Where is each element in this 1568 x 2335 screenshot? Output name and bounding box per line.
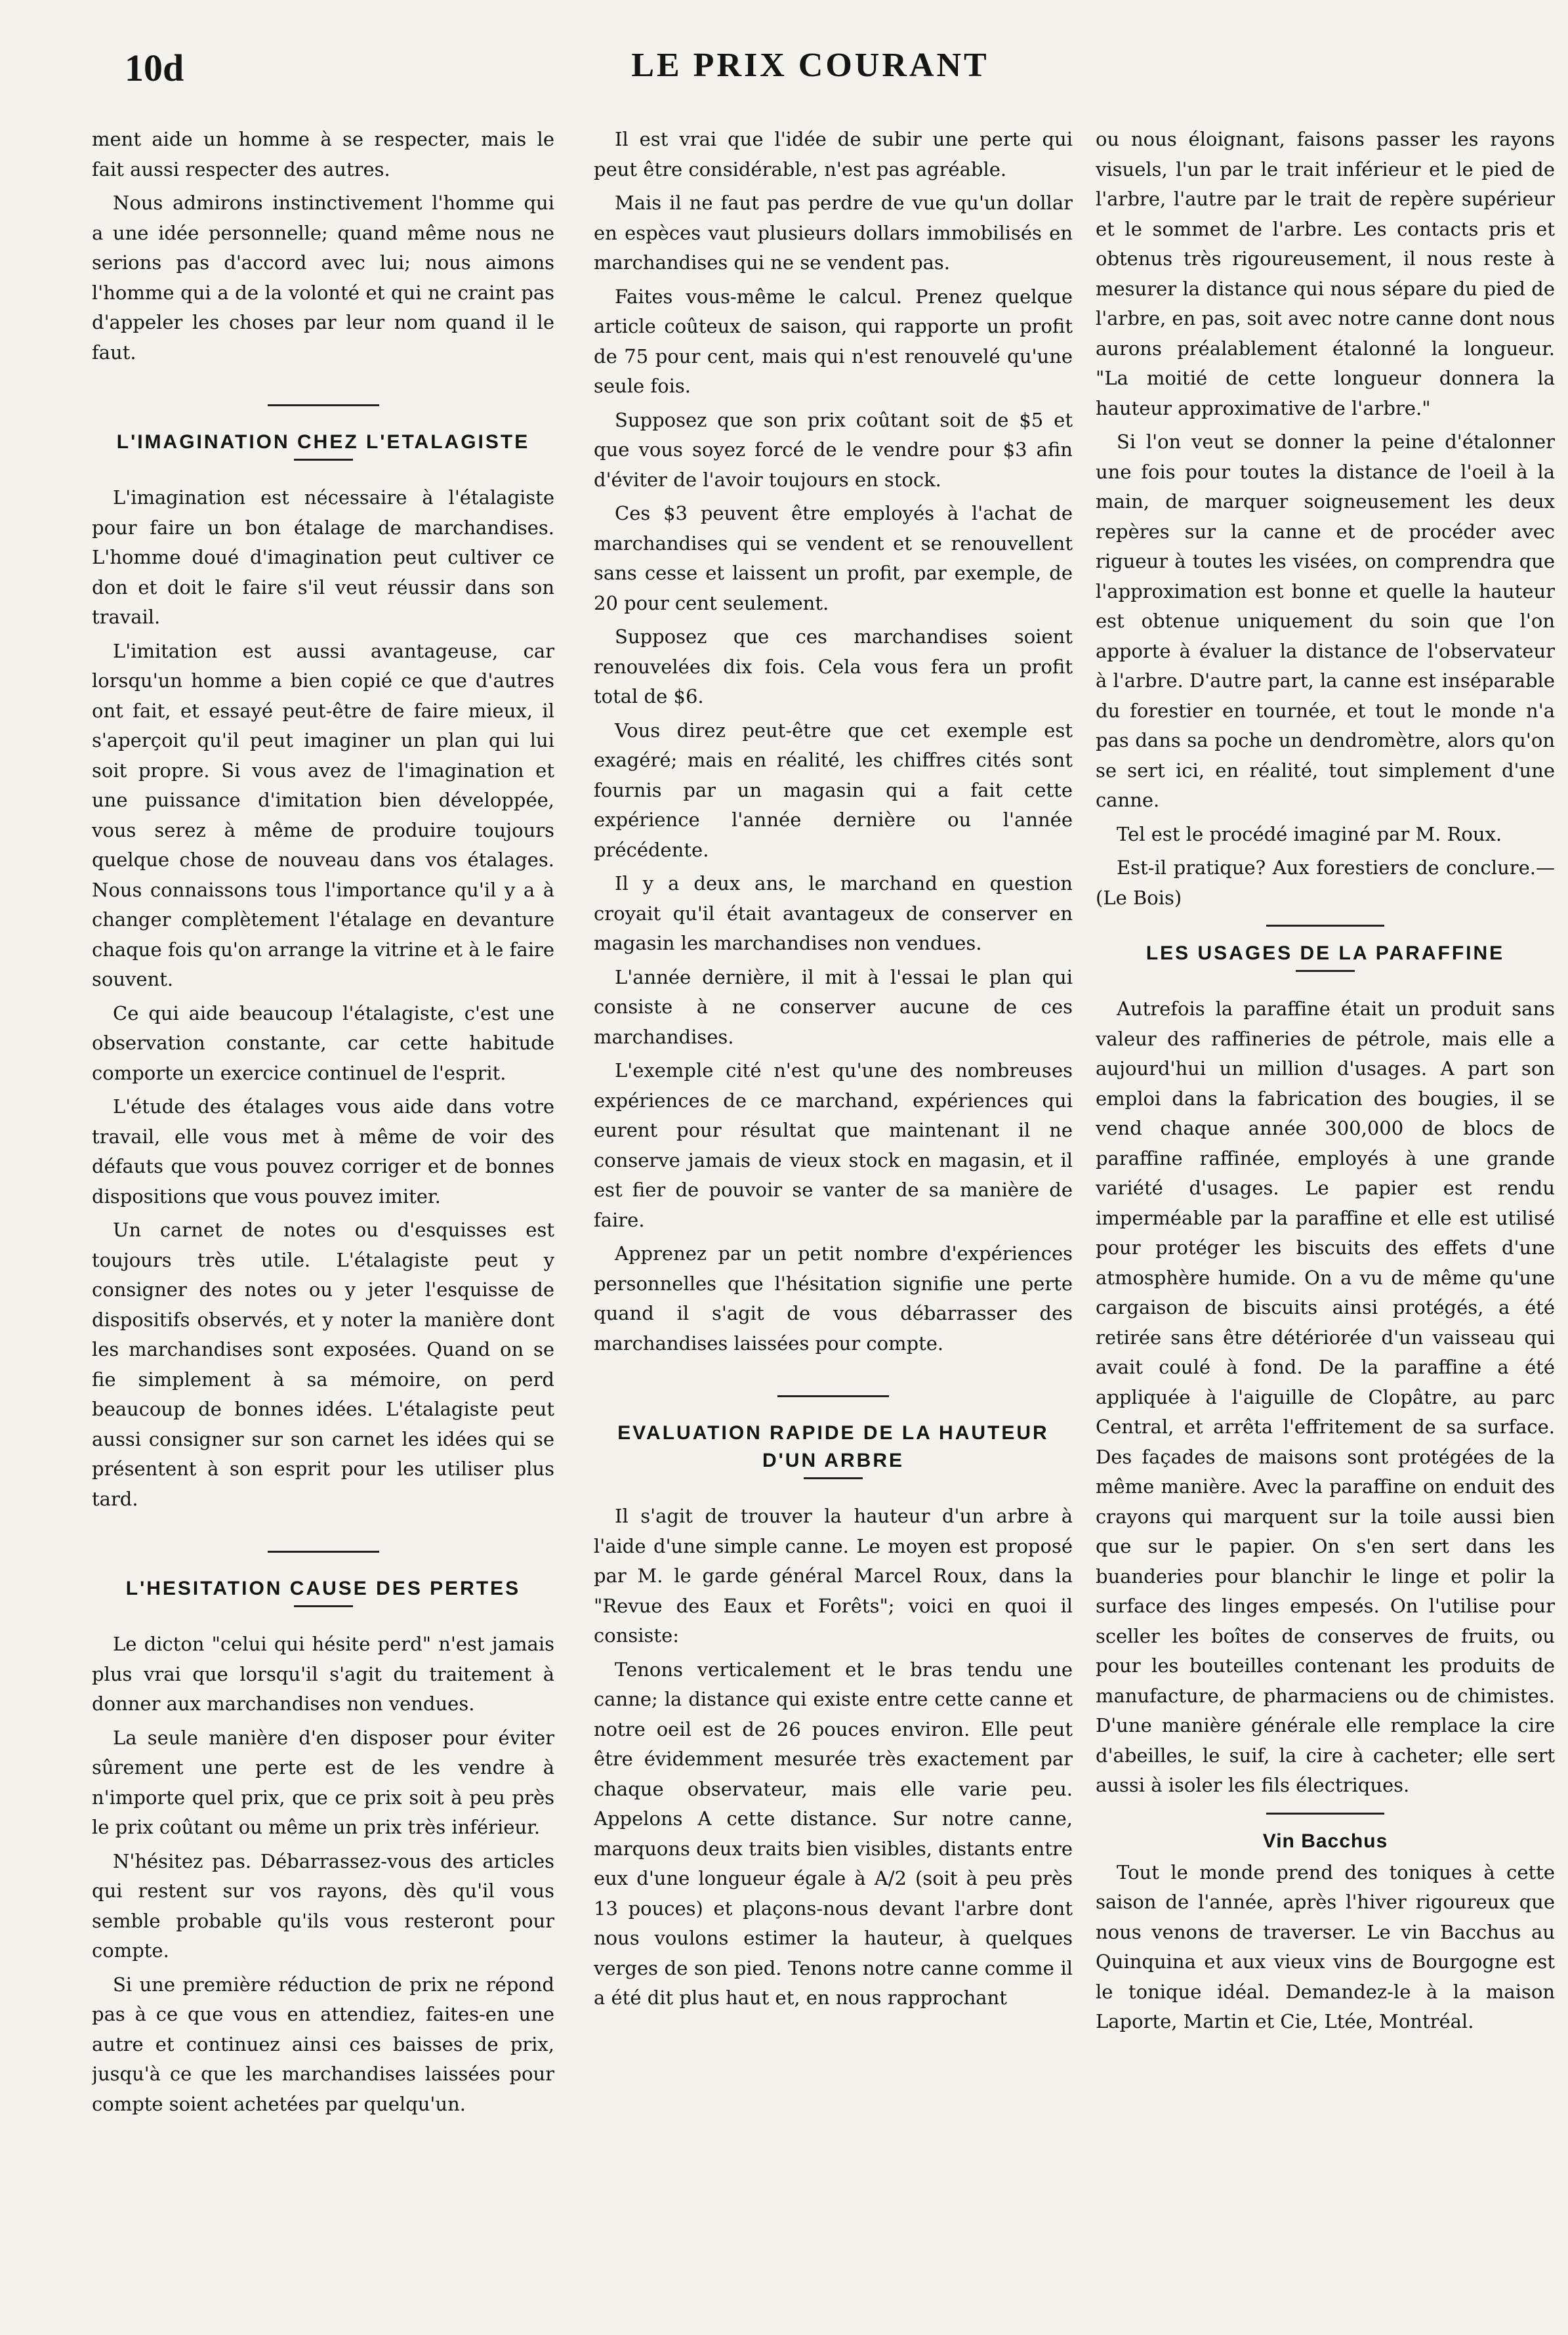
article-paragraph: Mais il ne faut pas perdre de vue qu'un dollar en espèces vaut plusieurs dollars immobilisés en marchandises qui ne se vendent pas. bbox=[594, 192, 1073, 274]
article-paragraph: Tenons verticalement et le bras tendu une canne; la distance qui existe entre cette canne et notre oeil est de 26 pouces environ. Elle peut être évidemment mesurée très exactement par chaque observateur, mais elle varie peu. Appelons A cette distance. Sur notre canne, marquons deux traits bien visibles, distants entre eux d'une longueur égale à A/2 (soit à peu près 13 pouces) et plaçons-nous devant l'arbre dont nous voulons estimer la hauteur, à quelques verges de son pied. Tenons notre canne comme il a été dit plus haut et, en nous rapprochant bbox=[594, 1658, 1073, 2009]
heading-underline bbox=[294, 459, 353, 461]
article-paragraph: L'imitation est aussi avantageuse, car lorsqu'un homme a bien copié ce que d'autres ont fait, et essayé peut-être de faire mieux, il s'aperçoit qu'il peut imaginer un plan qui lui soit propre. Si vous avez de l'imagination et une puissance d'imitation bien développée, vous serez à même de produire toujours quelque chose de nouveau dans vos étalages. Nous connaissons tous l'importance qu'il y a à changer complètement l'étalage en devanture chaque fois qu'on arrange la vitrine et à le faire souvent. bbox=[92, 639, 554, 990]
article-paragraph: L'année dernière, il mit à l'essai le plan qui consiste à ne conserver aucune de ces marchandises. bbox=[594, 965, 1073, 1048]
page-header bbox=[125, 46, 1496, 98]
article-paragraph: La seule manière d'en disposer pour éviter sûrement une perte est de les vendre à n'importe quel prix, que ce prix soit à peu près le prix coûtant ou même un prix très inférieur. bbox=[92, 1726, 554, 1838]
article-paragraph: Ce qui aide beaucoup l'étalagiste, c'est une observation constante, car cette habitude comporte un exercice continuel de l'esprit. bbox=[92, 1001, 554, 1084]
section-divider bbox=[268, 1551, 379, 1553]
heading-vin-bacchus: Vin Bacchus bbox=[1262, 1830, 1388, 1852]
section-divider bbox=[777, 1395, 889, 1397]
article-paragraph: ment aide un homme à se respecter, mais le fait aussi respecter des autres. bbox=[92, 128, 554, 180]
column-2 bbox=[594, 125, 1073, 2310]
article-paragraph: Tout le monde prend des toniques à cette saison de l'année, après l'hiver rigoureux que nous venons de traverser. Le vin Bacchus au Quinquina et aux vieux vins de Bourgogne est le tonique idéal. Demandez-le à la maison Laporte, Martin et Cie, Ltée, Montréal. bbox=[1096, 1861, 1555, 2032]
article-paragraph: Si une première réduction de prix ne répond pas à ce que vous en attendiez, faites-en une autre et continuez ainsi ces baisses de prix, jusqu'à ce que les marchandises laissées pour compte soient achetées par quelqu'un. bbox=[92, 1973, 554, 2115]
column-1 bbox=[92, 125, 554, 2310]
article-paragraph: Si l'on veut se donner la peine d'étalonner une fois pour toutes la distance de l'oeil à la main, de marquer soigneusement les deux repères sur la canne et de procéder avec rigueur à toutes les visées, on comprendra que l'approximation est bonne et quelle la hauteur est obtenue uniquement du soin que l'on apporte à évaluer la distance de l'observateur à l'arbre. D'autre part, la canne est inséparable du forestier en tournée, et tout le monde n'a pas dans sa poche un dendromètre, alors qu'on se sert ici, en réalité, tout simplement d'une canne. bbox=[1096, 431, 1555, 811]
article-paragraph: Supposez que ces marchandises soient renouvelées dix fois. Cela vous fera un profit total de $6. bbox=[594, 625, 1073, 707]
article-paragraph: Ces $3 peuvent être employés à l'achat de marchandises qui se vendent et se renouvellent sans cesse et laissent un profit, par exemple, de 20 pour cent seulement. bbox=[594, 502, 1073, 614]
article-paragraph: L'exemple cité n'est qu'une des nombreuses expériences de ce marchand, expériences qui eurent pour résultat que maintenant il ne conserve jamais de vieux stock en magasin, et il est fier de pouvoir se vanter de sa manière de faire. bbox=[594, 1059, 1073, 1231]
page-number: 10d bbox=[125, 47, 184, 89]
article-paragraph: Autrefois la paraffine était un produit sans valeur des raffineries de pétrole, mais elle a aujourd'hui un million d'usages. A part son emploi dans la fabrication des bougies, il se vend chaque année 300,000 de blocs de paraffine raffinée, employés à une grande variété d'usages. Le papier est rendu imperméable par la paraffine et elle est utilisé pour protéger les biscuits des effets d'une atmosphère humide. On a vu de même qu'une cargaison de biscuits ainsi protégés, a été retirée sans être détériorée d'un vaisseau qui avait coulé à fond. De la paraffine a été appliquée à l'aiguille de Clopâtre, au parc Central, et arrêta l'effritement de sa surface. Des façades de maisons sont protégées de la même manière. Avec la paraffine on enduit des crayons qui marquent sur la toile aussi bien que sur le papier. On s'en sert dans les buanderies pour blanchir le linge et polir la surface des linges empesés. On l'utilise pour sceller les boîtes de conserves de fruits, ou pour les bouteilles contenant les produits de manufacture, de pharmaciens ou de chimistes. D'une manière générale elle remplace la cire d'abeilles, le suif, la cire à cacheter; elle sert aussi à isoler les fils électriques. bbox=[1096, 998, 1555, 1796]
article-paragraph: Est-il pratique? Aux forestiers de conclure.—(Le Bois) bbox=[1096, 856, 1555, 909]
article-paragraph: Faites vous-même le calcul. Prenez quelque article coûteux de saison, qui rapporte un profit de 75 pour cent, mais qui n'est renouvelé qu'une seule fois. bbox=[594, 285, 1073, 397]
article-paragraph: N'hésitez pas. Débarrassez-vous des articles qui restent sur vos rayons, dès qu'il vous semble probable qu'ils vous resteront pour compte. bbox=[92, 1849, 554, 1962]
masthead-title: LE PRIX COURANT bbox=[631, 47, 989, 84]
heading-underline bbox=[294, 1605, 353, 1607]
article-paragraph: Un carnet de notes ou d'esquisses est toujours très utile. L'étalagiste peut y consigner des notes ou y jeter l'esquisse de dispositifs observés, et y noter la manière dont les marchandises sont exposées. Quand on se fie simplement à sa mémoire, on perd beaucoup de bonnes idées. L'étalagiste peut aussi consigner sur son carnet les idées qui se présentent à son esprit pour les utiliser plus tard. bbox=[92, 1219, 554, 1510]
heading-underline bbox=[1296, 970, 1355, 972]
article-paragraph: Apprenez par un petit nombre d'expériences personnelles que l'hésitation signifie une perte quand il s'agit de vous débarrasser des marchandises laissées pour compte. bbox=[594, 1242, 1073, 1355]
article-paragraph: Nous admirons instinctivement l'homme qui a une idée personnelle; quand même nous ne serions pas d'accord avec lui; nous aimons l'homme qui a de la volonté et qui ne craint pas d'appeler les choses par leur nom quand il le faut. bbox=[92, 192, 554, 364]
article-paragraph: Vous direz peut-être que cet exemple est exagéré; mais en réalité, les chiffres cités sont fournis par un magasin qui a fait cette expérience l'année dernière ou l'année précédente. bbox=[594, 719, 1073, 861]
article-paragraph: Tel est le procédé imaginé par M. Roux. bbox=[1117, 822, 1502, 845]
article-paragraph: ou nous éloignant, faisons passer les rayons visuels, l'un par le trait inférieur et le pied de l'arbre, l'autre par le trait de repère supérieur et le sommet de l'arbre. Les contacts pris et obtenus très rigoureusement, il nous reste à mesurer la distance qui nous sépare du pied de l'arbre, en pas, soit avec notre canne dont nous aurons préalablement étalonné la longueur. "La moitié de cette longueur donnera la hauteur approximative de l'arbre." bbox=[1096, 128, 1555, 419]
article-paragraph: Il s'agit de trouver la hauteur d'un arbre à l'aide d'une simple canne. Le moyen est proposé par M. le garde général Marcel Roux, dans la "Revue des Eaux et Forêts"; voici en quoi il consiste: bbox=[594, 1505, 1073, 1647]
section-divider bbox=[1266, 925, 1384, 927]
heading-arbre: EVALUATION RAPIDE DE LA HAUTEUR D'UN ARBRE bbox=[617, 1422, 1049, 1471]
article-paragraph: Il y a deux ans, le marchand en question croyait qu'il était avantageux de conserver en magasin les marchandises non vendues. bbox=[594, 872, 1073, 954]
heading-hesitation: L'HESITATION CAUSE DES PERTES bbox=[125, 1578, 521, 1599]
article-paragraph: Supposez que son prix coûtant soit de $5 et que vous soyez forcé de le vendre pour $3 afin d'éviter de l'avoir toujours en stock. bbox=[594, 408, 1073, 491]
article-paragraph: L'imagination est nécessaire à l'étalagiste pour faire un bon étalage de marchandises. L'homme doué d'imagination peut cultiver ce don et doit le faire s'il veut réussir dans son travail. bbox=[92, 486, 554, 628]
heading-imagination: L'IMAGINATION CHEZ L'ETALAGISTE bbox=[116, 431, 530, 453]
section-divider bbox=[268, 404, 379, 406]
article-paragraph: L'étude des étalages vous aide dans votre travail, elle vous met à même de voir des défauts que vous pouvez corriger et de bonnes dispositions que vous pouvez imiter. bbox=[92, 1095, 554, 1208]
section-divider bbox=[1266, 1813, 1384, 1815]
article-paragraph: Il est vrai que l'idée de subir une perte qui peut être considérable, n'est pas agréable. bbox=[594, 128, 1073, 180]
article-paragraph: Le dicton "celui qui hésite perd" n'est jamais plus vrai que lorsqu'il s'agit du traitement à donner aux marchandises non vendues. bbox=[92, 1633, 554, 1715]
heading-paraffine: LES USAGES DE LA PARAFFINE bbox=[1145, 942, 1505, 964]
heading-underline bbox=[804, 1477, 863, 1479]
column-3 bbox=[1096, 125, 1555, 2310]
